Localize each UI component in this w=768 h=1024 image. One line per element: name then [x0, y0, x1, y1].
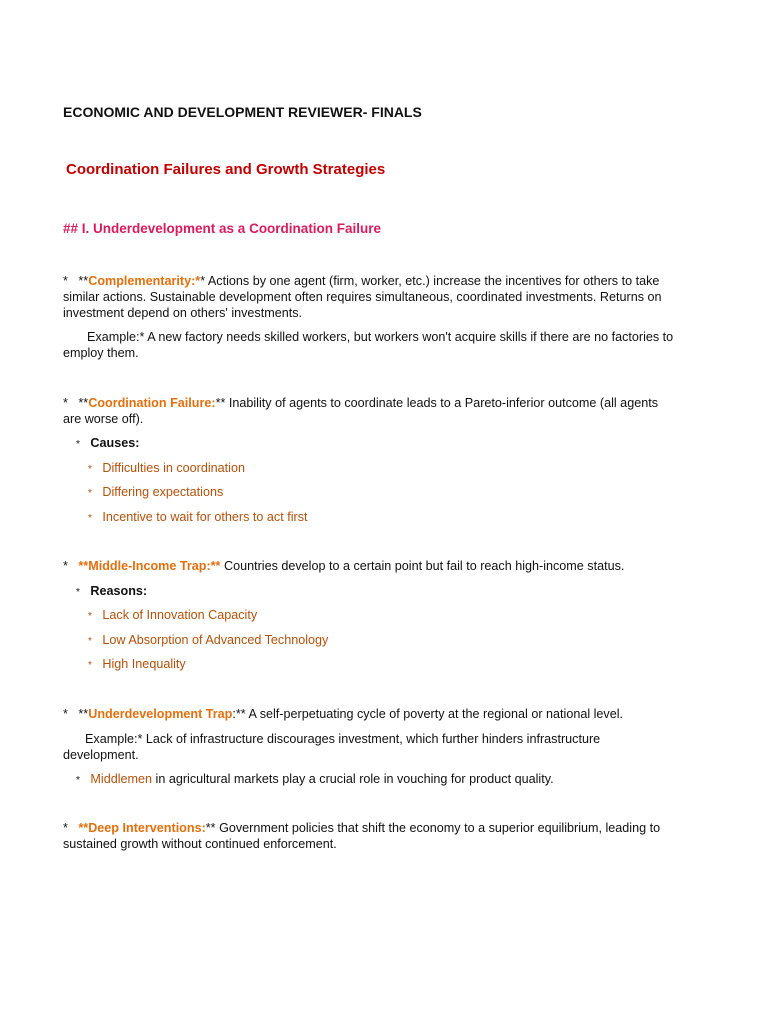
complementarity-example-line2: employ them.	[63, 346, 139, 360]
term-underdevelopment-trap: Underdevelopment Trap	[88, 707, 233, 721]
term-prefix: **	[78, 396, 89, 410]
reason-item	[88, 607, 257, 625]
complementarity-line1	[63, 273, 659, 289]
bullet-star: *	[88, 611, 92, 622]
cause-text: Incentive to wait for others to act first	[102, 510, 308, 524]
bullet-star: *	[88, 660, 92, 671]
term-complementarity: Complementarity:*	[88, 274, 201, 288]
underdevelopment-trap-line	[63, 706, 623, 722]
complementarity-line2: similar actions. Sustainable development often requires simultaneous, coordinated investments. Returns on	[63, 290, 662, 304]
cause-item	[88, 460, 245, 478]
reason-text: High Inequality	[102, 657, 186, 671]
causes-label: Causes:	[90, 436, 140, 450]
causes-label-line	[76, 435, 139, 453]
bullet-star: *	[76, 775, 80, 786]
complementarity-line3: investment depend on others' investments.	[63, 306, 303, 320]
underdevelopment-example-line2: development.	[63, 748, 139, 762]
deep-interventions-definition: ** Government policies that shift the economy to a superior equilibrium, leading to	[205, 821, 661, 835]
reason-text: Lack of Innovation Capacity	[102, 608, 258, 622]
bullet-star: *	[63, 396, 68, 410]
underdevelopment-example-line1: Example:* Lack of infrastructure discourages investment, which further hinders infrastructure	[85, 732, 601, 746]
document-title: ECONOMIC AND DEVELOPMENT REVIEWER- FINALS	[63, 104, 422, 120]
complementarity-example-line1: Example:* A new factory needs skilled workers, but workers won't acquire skills if there are no factories to	[87, 330, 674, 344]
bullet-star: *	[63, 559, 68, 573]
bullet-star: *	[63, 274, 68, 288]
term-middle-income-trap: **Middle-Income Trap:**	[78, 559, 221, 573]
bullet-star: *	[88, 464, 92, 475]
bullet-star: *	[88, 513, 92, 524]
reasons-label: Reasons:	[90, 584, 148, 598]
section-heading: ## I. Underdevelopment as a Coordination Failure	[63, 221, 382, 236]
reason-text: Low Absorption of Advanced Technology	[102, 633, 329, 647]
underdevelopment-trap-definition: :** A self-perpetuating cycle of poverty at the regional or national level.	[232, 707, 624, 721]
middle-income-line	[63, 558, 624, 574]
term-prefix: **	[78, 274, 89, 288]
bullet-star: *	[88, 488, 92, 499]
coordination-failure-definition: ** Inability of agents to coordinate leads to a Pareto-inferior outcome (all agents	[215, 396, 658, 410]
bullet-star: *	[76, 587, 80, 598]
middle-income-definition: Countries develop to a certain point but fail to reach high-income status.	[220, 559, 625, 573]
reason-item	[88, 632, 328, 650]
complementarity-definition: * Actions by one agent (firm, worker, etc.) increase the incentives for others to take	[200, 274, 660, 288]
cause-text: Difficulties in coordination	[102, 461, 245, 475]
bullet-star: *	[63, 821, 68, 835]
bullet-star: *	[76, 439, 80, 450]
deep-interventions-line1	[63, 820, 660, 836]
cause-text: Differing expectations	[102, 485, 224, 499]
reasons-label-line	[76, 583, 147, 601]
bullet-star: *	[88, 636, 92, 647]
term-middlemen: Middlemen	[90, 772, 153, 786]
coordination-failure-line2: are worse off).	[63, 412, 144, 426]
coordination-failure-line1	[63, 395, 658, 411]
cause-item	[88, 509, 308, 527]
term-prefix: **	[78, 707, 89, 721]
middlemen-text: in agricultural markets play a crucial role in vouching for product quality.	[152, 772, 554, 786]
term-deep-interventions: **Deep Interventions:	[78, 821, 206, 835]
middlemen-line	[76, 771, 554, 789]
term-coordination-failure: Coordination Failure:	[88, 396, 216, 410]
deep-interventions-line2: sustained growth without continued enforcement.	[63, 837, 337, 851]
reason-item	[88, 656, 186, 674]
cause-item	[88, 484, 223, 502]
document-subtitle: Coordination Failures and Growth Strategies	[66, 161, 386, 178]
bullet-star: *	[63, 707, 68, 721]
